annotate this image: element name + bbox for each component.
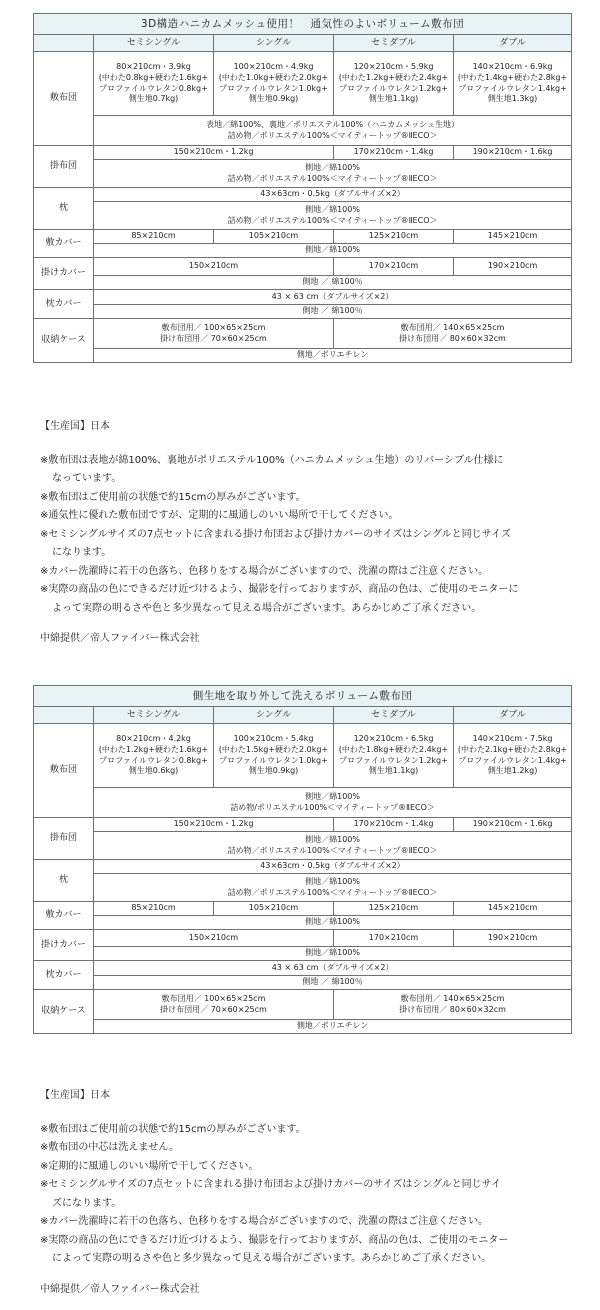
shikibuton-cell-semi-single: 80×210cm・4.2kg (中わた1.2kg+硬わた1.6kg+ プロファイルウレタン0.8kg+ 側生地0.6kg): [94, 724, 214, 788]
makura-size: 43×63cm・0.5kg（ダブルサイズ×2）: [94, 860, 572, 874]
kakecover-size-double: 190×210cm: [454, 258, 572, 276]
case-material: 側地／ポリエチレン: [94, 1020, 572, 1034]
shikicover-size-semi-single: 85×210cm: [94, 230, 214, 244]
row-label-case: 収納ケース: [34, 990, 94, 1034]
shikibuton-cell-double: 140×210cm・7.5kg (中わた2.1kg+硬わた2.8kg+ プロファイルウレタン1.4kg+ 側生地1.2kg): [454, 724, 572, 788]
row-label-kakebuton: 掛布団: [34, 146, 94, 188]
shikicover-material: 側地／綿100%: [94, 244, 572, 258]
shikibuton-cell-semi-single: 80×210cm・3.9kg (中わた0.8kg+硬わた1.6kg+ プロファイルウレタン0.8kg+ 側生地0.7kg): [94, 52, 214, 116]
row-label-shikibuton: 敷布団: [34, 724, 94, 818]
shikibuton-cell-semi-double: 120×210cm・6.5kg (中わた1.8kg+硬わた2.4kg+ プロファイルウレタン1.2kg+ 側生地1.1kg): [334, 724, 454, 788]
shikibuton-cell-semi-double: 120×210cm・5.9kg (中わた1.2kg+硬わた2.4kg+ プロファイルウレタン1.2kg+ 側生地1.1kg): [334, 52, 454, 116]
shikibuton-cell-single: 100×210cm・4.9kg (中わた1.0kg+硬わた2.0kg+ プロファイルウレタン1.0kg+ 側生地0.9kg): [214, 52, 334, 116]
note-line: ズになります。: [52, 1197, 122, 1209]
note-line: ※敷布団の中芯は洗えません。: [40, 1142, 179, 1153]
makura-material: 側地／綿100% 詰め物／ポリエステル100%＜マイティートップ®ⅡECO＞: [94, 202, 572, 230]
kakecover-material: 側地 ／ 綿100％: [94, 276, 572, 290]
row-label-shikicover: 敷カバー: [34, 230, 94, 258]
header-semi-single: セミシングル: [94, 707, 214, 724]
note-line: ※セミシングルサイズの7点セットに含まれる掛け布団および掛けカバーのサイズはシングルと同じサイズ: [40, 528, 511, 540]
row-label-shikibuton: 敷布団: [34, 52, 94, 146]
header-semi-single: セミシングル: [94, 35, 214, 52]
shikicover-size-single: 105×210cm: [214, 230, 334, 244]
kakebuton-material: 側地／綿100% 詰め物／ポリエステル100%＜マイティートップ®ⅡECO＞: [94, 160, 572, 188]
shikicover-size-semi-single: 85×210cm: [94, 902, 214, 916]
header-double: ダブル: [454, 35, 572, 52]
row-label-shikicover: 敷カバー: [34, 902, 94, 930]
kakecover-size-semi-double: 170×210cm: [334, 930, 454, 947]
header-single: シングル: [214, 35, 334, 52]
note-line: ※カバー洗濯時に若干の色落ち、色移りをする場合がございますので、洗濯の際はご注意ください。: [40, 1216, 489, 1227]
note-line: ※実際の商品の色にできるだけ近づけるよう、撮影を行っておりますが、商品の色は、ご使用のモニター: [40, 1234, 509, 1246]
note-line: ※敷布団はご使用前の状態で約15cmの厚みがございます。: [40, 1123, 306, 1135]
header-double: ダブル: [454, 707, 572, 724]
note-line: になります。: [52, 547, 112, 558]
note-line: によって実際の明るさや色と多少異なって見える場合がございます。あらかじめご了承ください。: [52, 1253, 492, 1264]
notes-block-1: [40, 418, 570, 649]
kakebuton-size-semi-double: 170×210cm・1.4kg: [334, 146, 454, 160]
supplier-text: 中綿提供／帝人ファイバー株式会社: [40, 1283, 200, 1295]
shikicover-size-semi-double: 125×210cm: [334, 230, 454, 244]
table-title: 側生地を取り外して洗えるボリューム敷布団: [34, 686, 572, 707]
kakecover-size-semi-double: 170×210cm: [334, 258, 454, 276]
shikicover-size-double: 145×210cm: [454, 902, 572, 916]
row-label-makura: 枕: [34, 188, 94, 230]
note-line: ※敷布団は表地が綿100%、裏地がポリエステル100%（ハニカムメッシュ生地）のリバーシブル仕様に: [40, 454, 504, 466]
shikicover-material: 側地／綿100%: [94, 916, 572, 930]
note-line: よって実際の明るさや色と多少異なって見える場合がございます。あらかじめご了承ください。: [52, 602, 482, 614]
note-line: ※カバー洗濯時に若干の色落ち、色移りをする場合がございますので、洗濯の際はご注意ください。: [40, 565, 489, 577]
kakebuton-size-double: 190×210cm・1.6kg: [454, 818, 572, 832]
case-futon-b: 敷布団用／ 140×65×25cm 掛け布団用／ 80×60×32cm: [334, 319, 572, 349]
note-line: ※通気性に優れた敷布団ですが、定期的に風通しのいい場所で干してください。: [40, 510, 399, 521]
kakebuton-size-single: 150×210cm・1.2kg: [94, 146, 334, 160]
case-material: 側地／ポリエチレン: [94, 349, 572, 363]
origin-text: 【生産国】日本: [40, 1090, 110, 1101]
row-label-kakecover: 掛けカバー: [34, 258, 94, 290]
kakebuton-material: 側地／綿100% 詰め物／ポリエステル100%＜マイティートップ®ⅡECO＞: [94, 832, 572, 860]
case-futon-a: 敷布団用／ 100×65×25cm 掛け布団用／ 70×60×25cm: [94, 319, 334, 349]
row-label-makuracover: 枕カバー: [34, 290, 94, 319]
shikibuton-material: 表地／綿100%、裏地／ポリエステル100%（ハニカムメッシュ生地） 詰め物／ポリエステル100%＜マイティートップ®ⅡECO＞: [94, 116, 572, 146]
kakecover-material: 側地／綿100%: [94, 947, 572, 961]
makuracover-material: 側地 ／ 綿100％: [94, 976, 572, 990]
header-semi-double: セミダブル: [334, 35, 454, 52]
makura-material: 側地／綿100% 詰め物／ポリエステル100%＜マイティートップ®ⅡECO＞: [94, 874, 572, 902]
kakecover-size-double: 190×210cm: [454, 930, 572, 947]
makuracover-material: 側地 ／ 綿100％: [94, 305, 572, 319]
row-label-makuracover: 枕カバー: [34, 961, 94, 990]
row-label-makura: 枕: [34, 860, 94, 902]
case-futon-b: 敷布団用／ 140×65×25cm 掛け布団用／ 80×60×32cm: [334, 990, 572, 1020]
shikibuton-cell-single: 100×210cm・5.4kg (中わた1.5kg+硬わた2.0kg+ プロファイルウレタン1.0kg+ 側生地0.9kg): [214, 724, 334, 788]
shikibuton-material: 側地／綿100% 詰め物/ポリエステル100%＜マイティートップ®ⅡECO＞: [94, 788, 572, 818]
spec-table-2: [33, 685, 572, 1034]
note-line: ※セミシングルサイズの7点セットに含まれる掛け布団および掛けカバーのサイズはシングルと同じサイ: [40, 1179, 501, 1190]
table-title: 3D構造ハニカムメッシュ使用！ 通気性のよいボリューム敷布団: [34, 14, 572, 35]
makuracover-size: 43 × 63 cm（ダブルサイズ×2）: [94, 290, 572, 305]
note-line: なっています。: [52, 473, 122, 484]
header-corner: [34, 35, 94, 52]
header-corner: [34, 707, 94, 724]
kakebuton-size-double: 190×210cm・1.6kg: [454, 146, 572, 160]
shikicover-size-semi-double: 125×210cm: [334, 902, 454, 916]
row-label-kakebuton: 掛布団: [34, 818, 94, 860]
header-semi-double: セミダブル: [334, 707, 454, 724]
row-label-kakecover: 掛けカバー: [34, 930, 94, 961]
kakebuton-size-semi-double: 170×210cm・1.4kg: [334, 818, 454, 832]
kakecover-size-single: 150×210cm: [94, 930, 334, 947]
makura-size: 43×63cm・0.5kg（ダブルサイズ×2）: [94, 188, 572, 202]
row-label-case: 収納ケース: [34, 319, 94, 363]
spec-table-1: [33, 13, 572, 363]
origin-text: 【生産国】日本: [40, 421, 110, 432]
shikicover-size-single: 105×210cm: [214, 902, 334, 916]
header-single: シングル: [214, 707, 334, 724]
case-futon-a: 敷布団用／ 100×65×25cm 掛け布団用／ 70×60×25cm: [94, 990, 334, 1020]
notes-block-2: [40, 1087, 570, 1299]
supplier-text: 中綿提供／帝人ファイバー株式会社: [40, 633, 200, 644]
shikicover-size-double: 145×210cm: [454, 230, 572, 244]
note-line: ※定期的に風通しのいい場所で干してください。: [40, 1160, 259, 1172]
shikibuton-cell-double: 140×210cm・6.9kg (中わた1.4kg+硬わた2.8kg+ プロファイルウレタン1.4kg+ 側生地1.3kg): [454, 52, 572, 116]
makuracover-size: 43 × 63 cm（ダブルサイズ×2）: [94, 961, 572, 976]
kakebuton-size-single: 150×210cm・1.2kg: [94, 818, 334, 832]
kakecover-size-single: 150×210cm: [94, 258, 334, 276]
note-line: ※実際の商品の色にできるだけ近づけるよう、撮影を行っておりますが、商品の色は、ご使用のモニターに: [40, 584, 519, 595]
note-line: ※敷布団はご使用前の状態で約15cmの厚みがございます。: [40, 491, 306, 503]
